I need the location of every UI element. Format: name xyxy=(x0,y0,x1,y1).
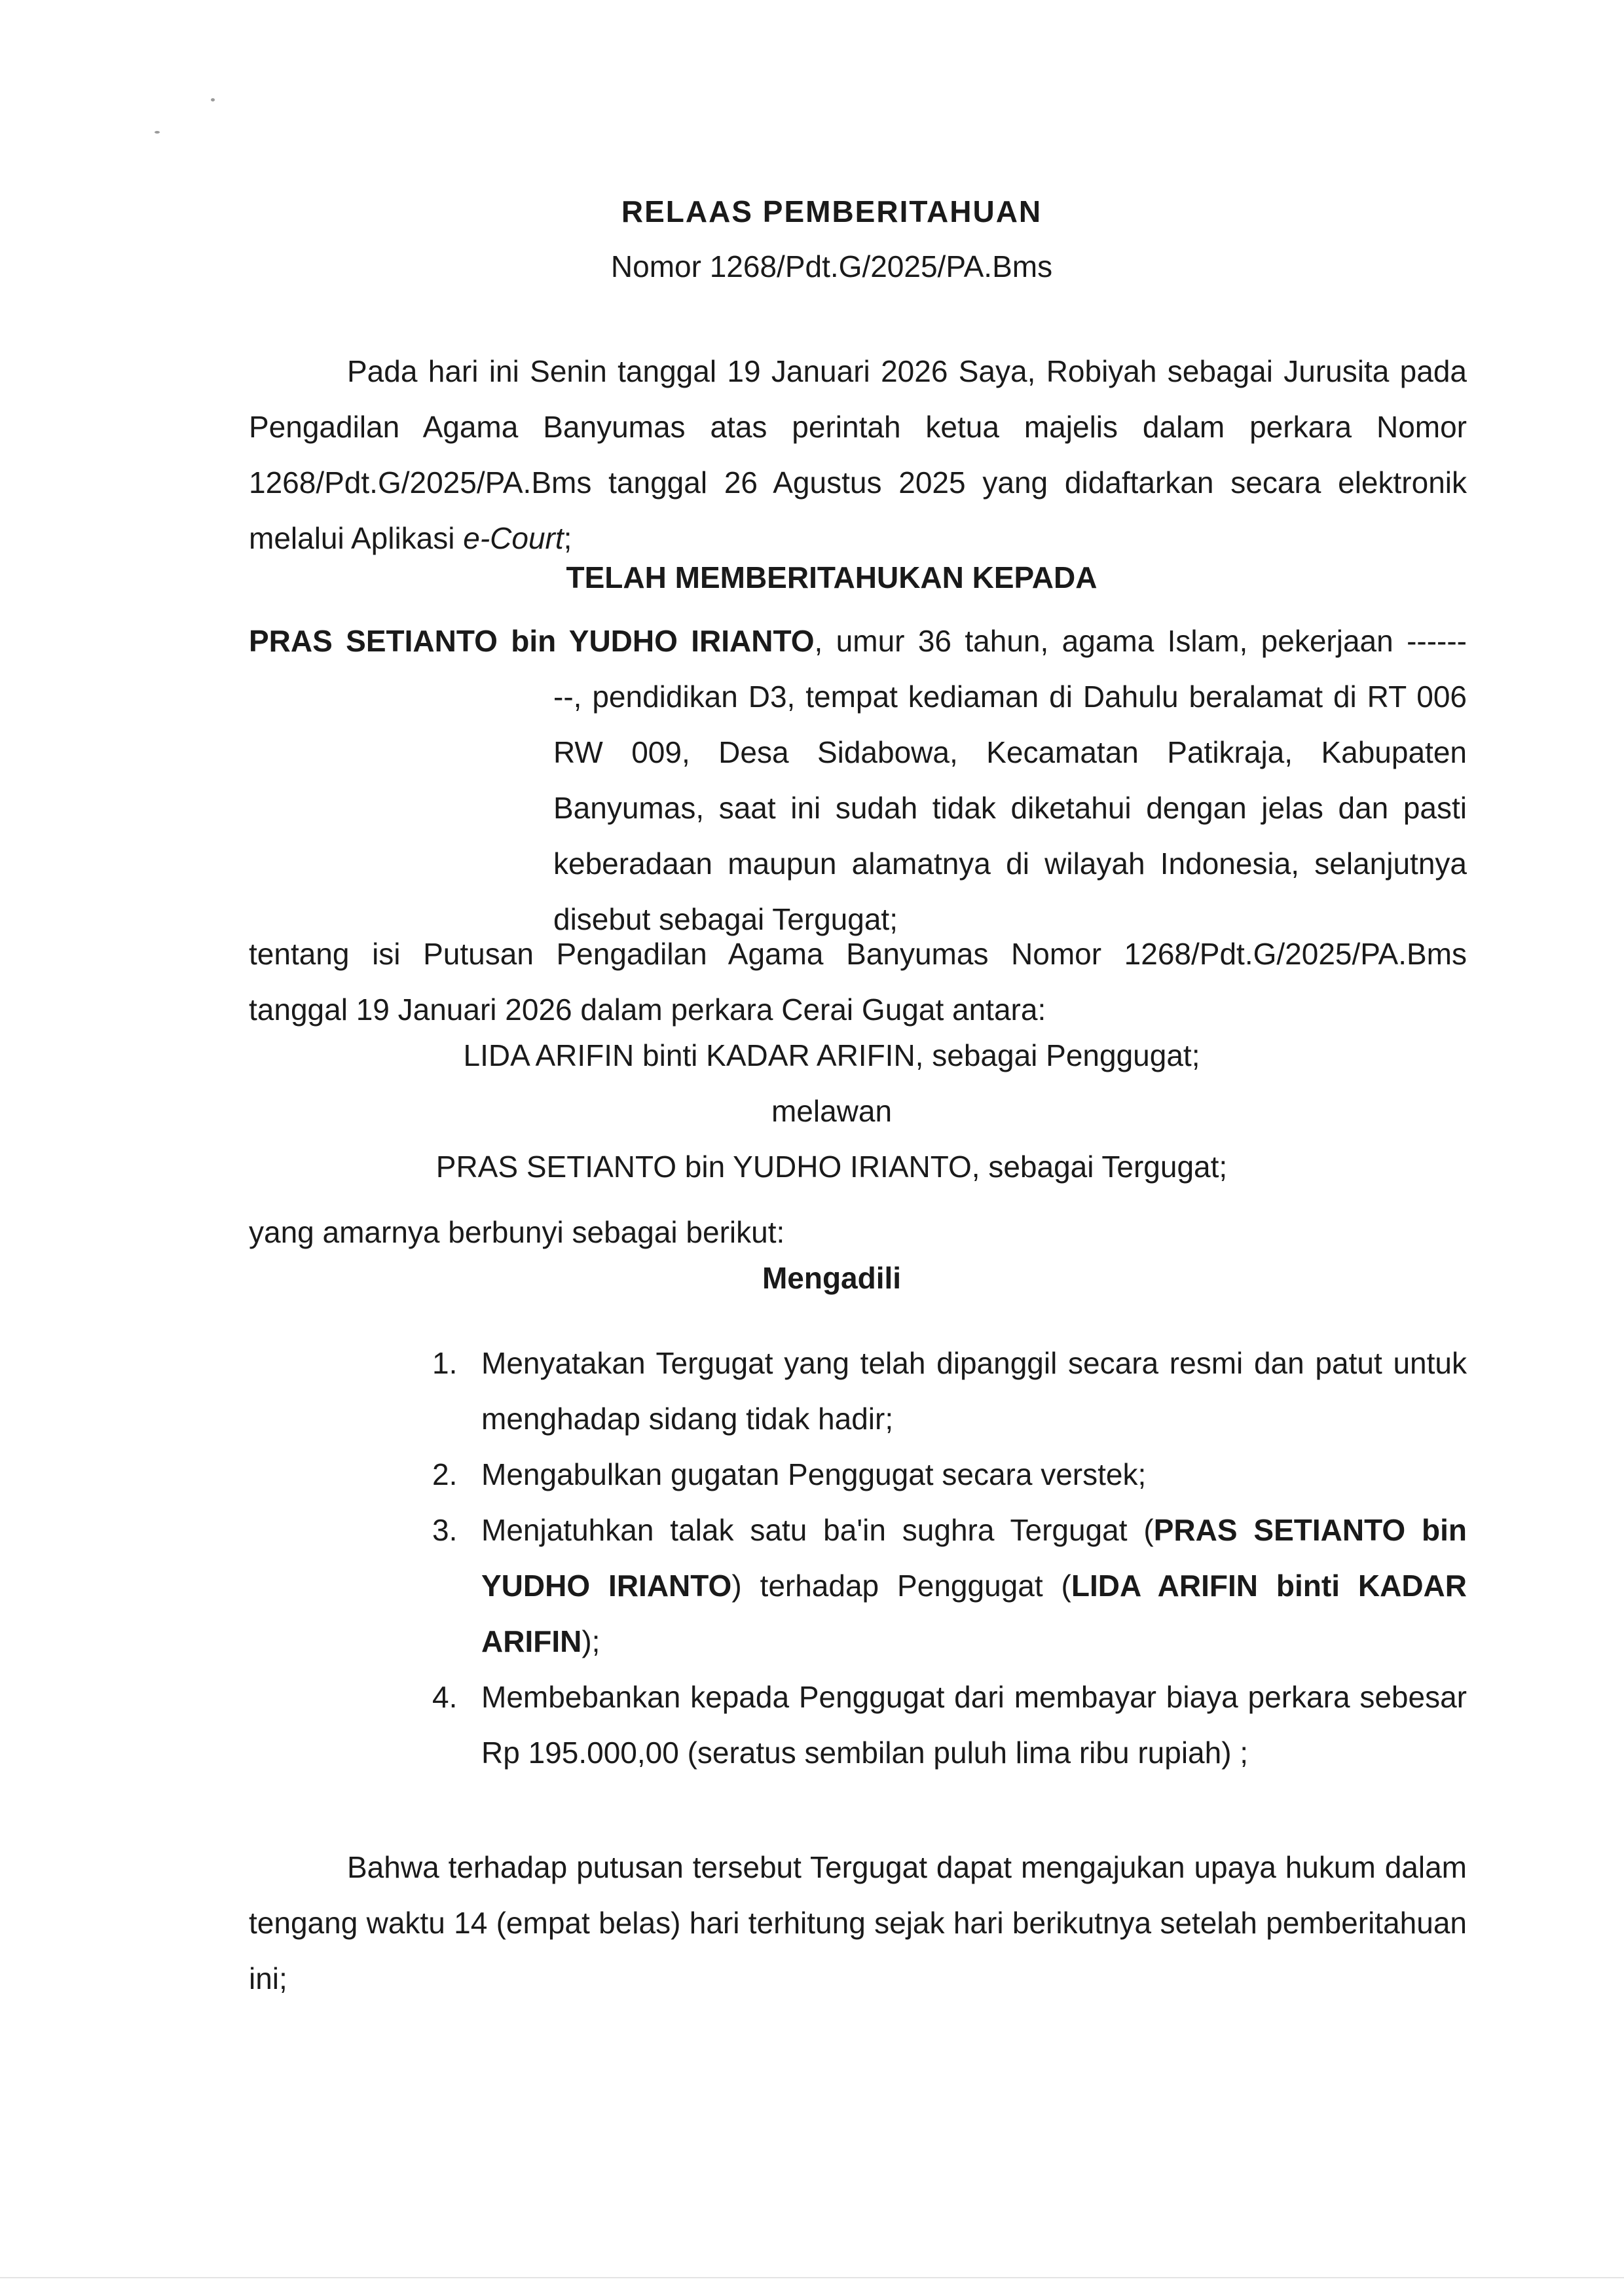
verdict-text: Mengabulkan gugatan Penggugat secara verstek; xyxy=(481,1457,1147,1491)
verdict-number: 4. xyxy=(432,1680,458,1714)
party-first-line xyxy=(249,613,1467,669)
document-title: RELAAS PEMBERITAHUAN xyxy=(621,194,1043,228)
verdict-list xyxy=(419,1336,1467,1781)
verdict-text-post: ); xyxy=(581,1624,600,1658)
verdict-text: Menyatakan Tergugat yang telah dipanggil secara resmi dan patut untuk menghadap sidang tidak hadir; xyxy=(481,1346,1467,1436)
verdict-number: 2. xyxy=(432,1457,458,1491)
ecourt-term: e-Court xyxy=(463,521,564,555)
verdict-text-mid: ) terhadap Penggugat ( xyxy=(731,1569,1071,1603)
verdict-item xyxy=(419,1669,1467,1781)
opening-paragraph xyxy=(249,344,1467,566)
party-first-line-rest: , umur 36 tahun, agama Islam, pekerjaan ------ xyxy=(814,624,1467,658)
scan-speck xyxy=(211,98,215,101)
tergugat-name: PRAS SETIANTO bin YUDHO IRIANTO xyxy=(481,1513,1467,1603)
opening-text-end: ; xyxy=(563,521,572,555)
verdict-text-pre: Menjatuhkan talak satu ba'in sughra Tergugat ( xyxy=(481,1513,1154,1547)
opening-text: Pada hari ini Senin tanggal 19 Januari 2026 Saya, Robiyah sebagai Jurusita pada Pengadilan Agama Banyumas atas perintah ketua majelis dalam perkara Nomor 1268/Pdt.G/2025/PA.Bms tanggal 26 Agustus 2025 yang didaftarkan secara elektronik melalui Aplikasi xyxy=(249,354,1467,555)
penggugat-name: LIDA ARIFIN binti KADAR ARIFIN xyxy=(481,1569,1467,1658)
verdict-number: 1. xyxy=(432,1346,458,1380)
tentang-paragraph: tentang isi Putusan Pengadilan Agama Banyumas Nomor 1268/Pdt.G/2025/PA.Bms tanggal 19 Januari 2026 dalam perkara Cerai Gugat antara: xyxy=(249,937,1467,1027)
verdict-text: Membebankan kepada Penggugat dari membayar biaya perkara sebesar Rp 195.000,00 (seratus sembilan puluh lima ribu rupiah) ; xyxy=(481,1680,1467,1770)
verdict-item xyxy=(419,1447,1467,1503)
penggugat-line: LIDA ARIFIN binti KADAR ARIFIN, sebagai Penggugat; xyxy=(463,1038,1200,1072)
party-details: --, pendidikan D3, tempat kediaman di Dahulu beralamat di RT 006 RW 009, Desa Sidabowa, Kecamatan Patikraja, Kabupaten Banyumas, saat ini sudah tidak diketahui dengan jelas dan pasti keberadaan maupun alamatnya di wilayah Indonesia, selanjutnya disebut sebagai Tergugat; xyxy=(553,680,1467,936)
party-name: PRAS SETIANTO bin YUDHO IRIANTO xyxy=(249,624,815,658)
scan-edge-line xyxy=(0,2277,1624,2278)
melawan-line: melawan xyxy=(771,1094,893,1128)
closing-paragraph: Bahwa terhadap putusan tersebut Tergugat dapat mengajukan upaya hukum dalam tengang waktu 14 (empat belas) hari terhitung sejak hari berikutnya setelah pemberitahuan ini; xyxy=(249,1850,1467,1995)
notify-heading: TELAH MEMBERITAHUKAN KEPADA xyxy=(566,560,1098,594)
verdict-number: 3. xyxy=(432,1513,458,1547)
verdict-item xyxy=(419,1336,1467,1447)
tergugat-line: PRAS SETIANTO bin YUDHO IRIANTO, sebagai Tergugat; xyxy=(435,1150,1228,1184)
amar-intro: yang amarnya berbunyi sebagai berikut: xyxy=(249,1215,785,1249)
document-number: Nomor 1268/Pdt.G/2025/PA.Bms xyxy=(610,249,1053,283)
scan-speck xyxy=(155,131,160,134)
mengadili-heading: Mengadili xyxy=(762,1261,902,1295)
verdict-item xyxy=(419,1503,1467,1669)
